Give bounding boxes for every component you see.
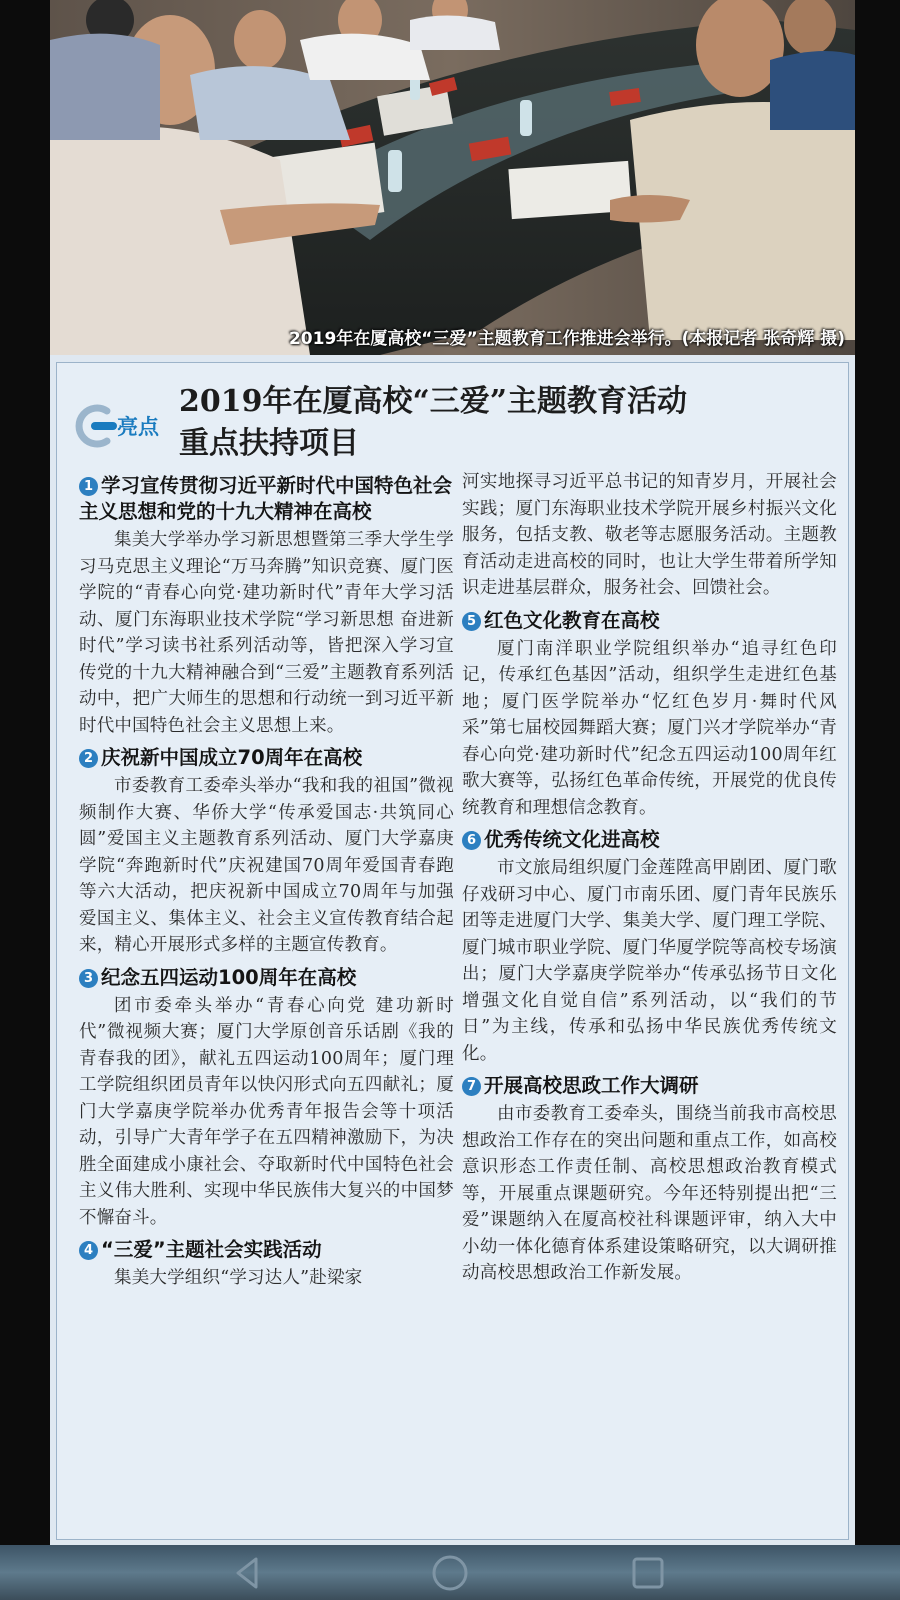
- section-title-7: [462, 1073, 837, 1099]
- section-body-7: 由市委教育工委牵头，围绕当前我市高校思想政治工作存在的突出问题和重点工作，如高校意识形态工作责任制、高校思想政治教育模式等，开展重点课题研究。今年还特别提出把“三爱”课题纳入在厦高校社科课题评审，纳入大中小幼一体化德育体系建设策略研究，以大调研推动高校思想政治工作新发展。: [462, 1104, 837, 1283]
- section-body-5: 厦门南洋职业学院组织举办“追寻红色印记，传承红色基因”活动，组织学生走进红色基地；厦门医学院举办“忆红色岁月·舞时代风采”第七届校园舞蹈大赛；厦门兴才学院举办“青春心向党·建功新时代”纪念五四运动100周年红歌大赛等，弘扬红色革命传统，开展党的优良传统教育和理想信念教育。: [462, 638, 837, 818]
- section-title-text: 红色文化教育在高校: [484, 608, 660, 632]
- section-title-5: [462, 608, 837, 634]
- section-body-6: 市文旅局组织厦门金莲陞高甲剧团、厦门歌仔戏研习中心、厦门市南乐团、厦门青年民族乐团等走进厦门大学、集美大学、厦门理工学院、厦门城市职业学院、厦门华厦学院等高校专场演出；厦门大学嘉庚学院举办“传承弘扬节日文化 增强文化自觉自信”系列活动，以“我们的节日”为主线，传承和弘扬中华民族优秀传统文化。: [462, 858, 837, 1064]
- article-panel: [56, 362, 849, 1540]
- newspaper-page: [50, 0, 855, 1545]
- section-number-badge: 5: [462, 612, 481, 631]
- section-title-4: [79, 1237, 454, 1263]
- back-icon[interactable]: [228, 1553, 268, 1593]
- section-body-4-continued: 河实地探寻习近平总书记的知青岁月，开展社会实践；厦门东海职业技术学院开展乡村振兴文化服务，包括支教、敬老等志愿服务活动。主题教育活动走进高校的同时，也让大学生带着所学知识走进基层群众，服务社会、回馈社会。: [462, 472, 837, 598]
- headline-line-1: 2019年在厦高校“三爱”主题教育活动: [179, 384, 688, 419]
- section-body-3: 团市委牵头举办“青春心向党 建功新时代”微视频大赛；厦门大学原创音乐话剧《我的青春我的团》，献礼五四运动100周年；厦门理工学院组织团员青年以快闪形式向五四献礼；厦门大学嘉庚学院举办优秀青年报告会等十项活动，引导广大青年学子在五四精神激励下，为决胜全面建成小康社会、夺取新时代中国特色社会主义伟大胜利、实现中华民族伟大复兴的中国梦不懈奋斗。: [79, 995, 454, 1228]
- section-number-badge: 1: [79, 477, 98, 496]
- news-photo: [50, 0, 855, 355]
- section-number-badge: 3: [79, 969, 98, 988]
- section-title-1: [79, 473, 454, 525]
- section-number-badge: 4: [79, 1241, 98, 1260]
- home-icon[interactable]: [428, 1553, 472, 1593]
- highlight-label: 亮点: [117, 415, 159, 439]
- recents-icon[interactable]: [628, 1553, 668, 1593]
- section-number-badge: 7: [462, 1077, 481, 1096]
- section-title-text: 纪念五四运动100周年在高校: [101, 965, 357, 989]
- section-title-text: 优秀传统文化进高校: [484, 828, 660, 851]
- meeting-photo-illustration: [50, 0, 855, 355]
- section-title-text: 开展高校思政工作大调研: [484, 1074, 699, 1097]
- section-title-text: “三爱”主题社会实践活动: [101, 1238, 322, 1261]
- section-body-1: 集美大学举办学习新思想暨第三季大学生学习马克思主义理论“万马奔腾”知识竞赛、厦门医学院的“青春心向党·建功新时代”青年大学习活动、厦门东海职业技术学院“学习新思想 奋进新时代”学习读书社系列活动等，皆把深入学习宣传党的十九大精神融合到“三爱”主题教育系列活动中，把广大师生的思想和行动统一到习近平新时代中国特色社会主义思想上来。: [79, 530, 454, 736]
- section-title-3: [79, 965, 454, 991]
- section-number-badge: 2: [79, 749, 98, 768]
- article-headline: [179, 381, 687, 465]
- section-title-6: [462, 827, 837, 853]
- headline-line-2: 重点扶持项目: [179, 426, 359, 461]
- left-column: [79, 473, 454, 1298]
- right-column: [462, 469, 837, 1293]
- section-title-text: 学习宣传贯彻习近平新时代中国特色社会主义思想和党的十九大精神在高校: [79, 474, 453, 523]
- section-body-2: 市委教育工委牵头举办“我和我的祖国”微视频制作大赛、华侨大学“传承爱国志·共筑同心圆”爱国主义主题教育系列活动、厦门大学嘉庚学院“奔跑新时代”庆祝建国70周年爱国青春跑等六大活动，把庆祝新中国成立70周年与加强爱国主义、集体主义、社会主义宣传教育结合起来，精心开展形式多样的主题宣传教育。: [79, 776, 454, 955]
- highlight-logo: [69, 403, 169, 449]
- photo-caption: 2019年在厦高校“三爱”主题教育工作推进会举行。(本报记者 张奇辉 摄): [288, 329, 845, 349]
- section-number-badge: 6: [462, 831, 481, 850]
- section-title-2: [79, 745, 454, 771]
- android-nav-bar: [0, 1545, 900, 1600]
- section-body-4: 集美大学组织“学习达人”赴梁家: [114, 1268, 363, 1288]
- section-title-text: 庆祝新中国成立70周年在高校: [101, 746, 363, 769]
